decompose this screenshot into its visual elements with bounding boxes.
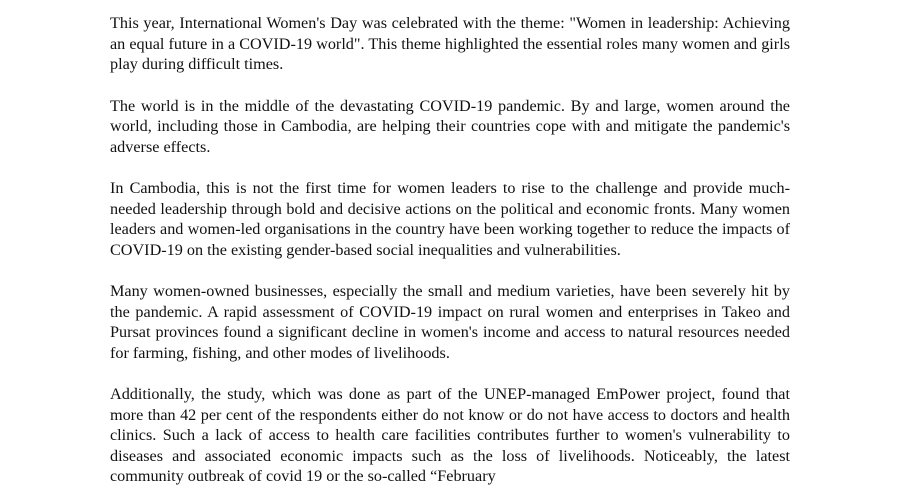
paragraph-pandemic: The world is in the middle of the devastating COVID-19 pandemic. By and large, women around the world, including those in Cambodia, are helping their countries cope with and mitigate the pandemic's adverse effects. xyxy=(110,96,790,156)
paragraph-women-businesses: Many women-owned businesses, especially the small and medium varieties, have been severely hit by the pandemic. A rapid assessment of COVID-19 impact on rural women and enterprises in Takeo and Pursat provinces found a significant decline in women's income and access to natural resources needed for farming, fishing, and other modes of livelihoods. xyxy=(110,282,790,362)
paragraph-iwd-theme: This year, International Women's Day was celebrated with the theme: "Women in leadership: Achieving an equal future in a COVID-19 world". This theme highlighted the essential roles many women and girls play during difficult times. xyxy=(110,14,790,73)
paragraph-cambodia-leadership: In Cambodia, this is not the first time for women leaders to rise to the challenge and provide much-needed leadership through bold and decisive actions on the political and economic fronts. Many women leaders and women-led organisations in the country have been working together to reduce the impacts of COVID-19 on the existing gender-based social inequalities and vulnerabilities. xyxy=(110,179,790,259)
paragraph-empower-study: Additionally, the study, which was done as part of the UNEP-managed EmPower project, found that more than 42 per cent of the respondents either do not know or do not have access to doctors and health clinics. Such a lack of access to health care facilities contributes further to women's vulnerability to diseases and associated economic impacts such as the loss of livelihoods. Noticeably, the latest community outbreak of covid 19 or the so-called “February xyxy=(110,385,790,485)
document-body xyxy=(110,13,790,500)
